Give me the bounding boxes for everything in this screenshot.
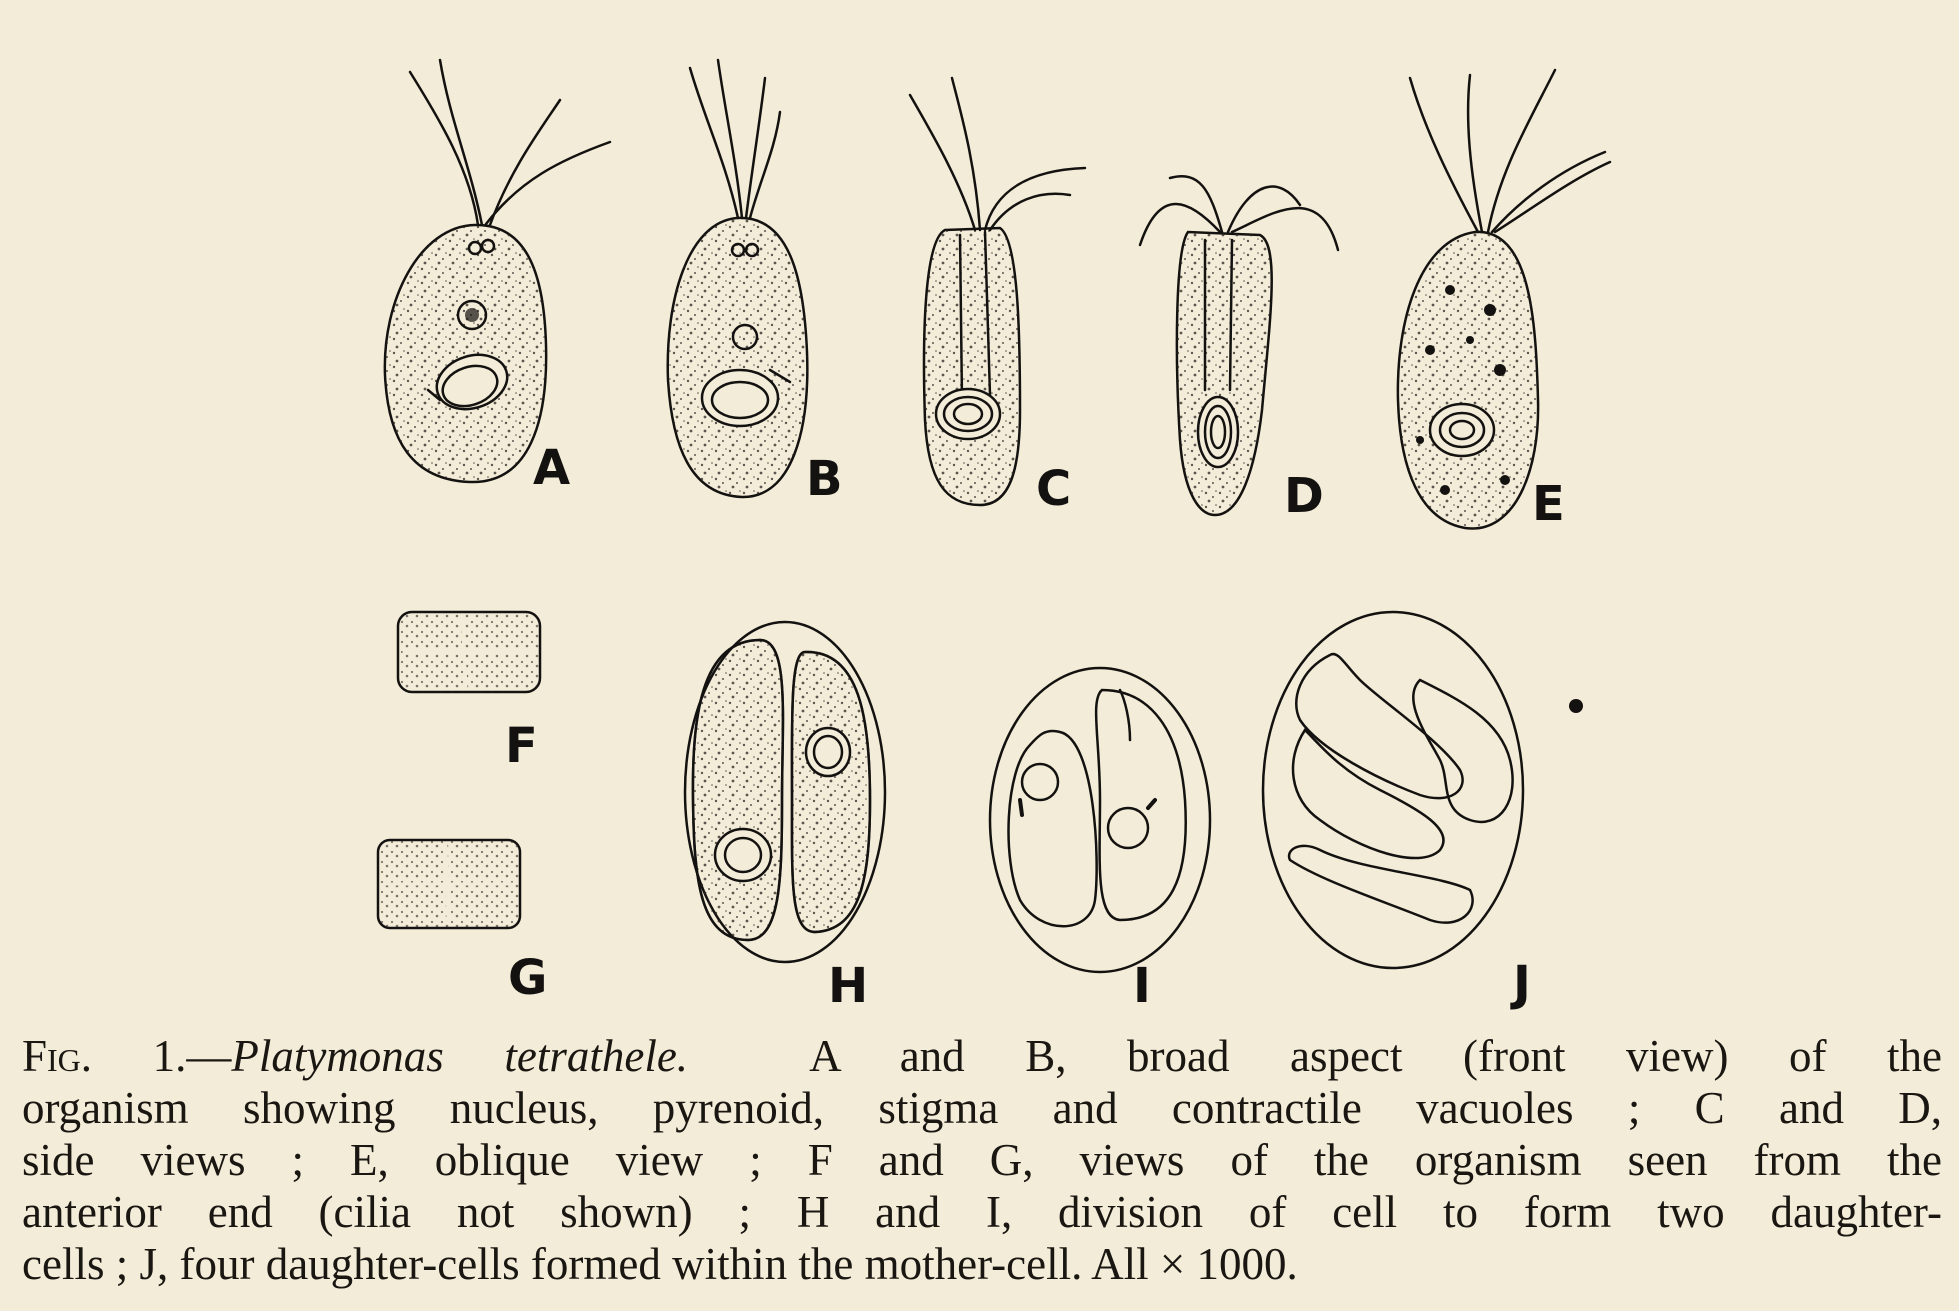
panel-label-b: B	[806, 451, 843, 507]
panel-g-cell	[378, 840, 520, 928]
panel-label-g: G	[508, 950, 548, 1006]
panel-c-cell	[910, 78, 1085, 505]
caption-line-1	[22, 1030, 1942, 1082]
caption-dash: —	[186, 1031, 232, 1081]
caption-text-1: A and B, broad aspect (front view) of the	[809, 1031, 1943, 1081]
figure-label: Fig. 1.	[22, 1031, 187, 1081]
figure-caption	[22, 1030, 1942, 1290]
panel-label-f: F	[505, 718, 538, 774]
panel-b-cell	[668, 60, 808, 497]
panel-f-cell	[398, 612, 540, 692]
panel-label-c: C	[1036, 461, 1072, 517]
panel-h-cell	[685, 622, 885, 962]
panel-label-a: A	[533, 440, 571, 496]
caption-line-2: organism showing nucleus, pyrenoid, stigma and contractile vacuoles ; C and D,	[22, 1083, 1942, 1133]
panel-label-e: E	[1532, 476, 1565, 532]
panel-a-cell	[385, 60, 610, 482]
panel-i-cell	[990, 668, 1210, 972]
caption-line-5: cells ; J, four daughter-cells formed within the mother-cell. All × 1000.	[22, 1239, 1298, 1289]
panel-label-i: I	[1133, 958, 1151, 1014]
panel-j-cell	[1263, 612, 1583, 968]
panel-e-cell	[1398, 70, 1610, 529]
panel-label-d: D	[1284, 468, 1324, 524]
panel-label-h: H	[828, 958, 869, 1014]
caption-line-4: anterior end (cilia not shown) ; H and I, division of cell to form two daughter-	[22, 1187, 1942, 1237]
species-name: Platymonas tetrathele.	[231, 1031, 689, 1081]
panel-label-j: J	[1513, 956, 1531, 1012]
panel-d-cell	[1140, 176, 1338, 515]
caption-line-3: side views ; E, oblique view ; F and G, views of the organism seen from the	[22, 1135, 1942, 1185]
